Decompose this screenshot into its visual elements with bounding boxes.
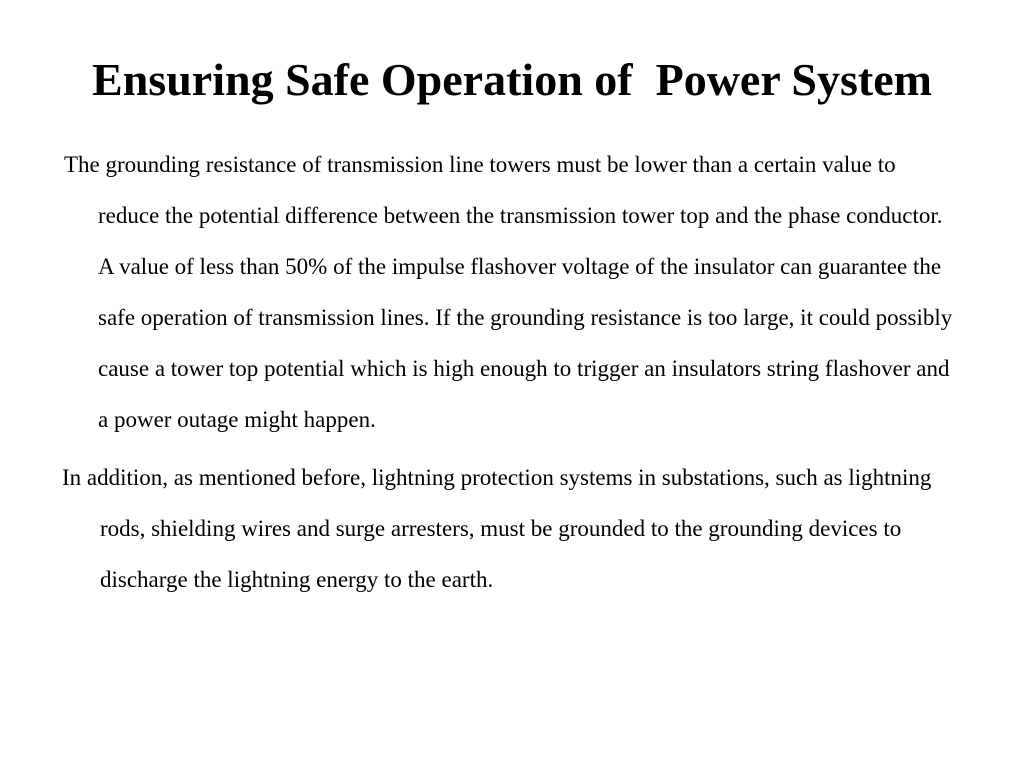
paragraph-grounding-resistance: The grounding resistance of transmission line towers must be lower than a certain value to reduce the potential difference between the transmission tower top and the phase conductor. A value of less than 50% of the impulse flashover voltage of the insulator can guarantee the safe operation of transmission lines. If the grounding resistance is too large, it could possibly cause a tower top potential which is high enough to trigger an insulators string flashover and a power outage might happen.: [64, 152, 953, 432]
slide-body: [62, 139, 962, 605]
slide-title: Ensuring Safe Operation of Power System: [92, 54, 932, 105]
paragraph-lightning-protection: In addition, as mentioned before, lightning protection systems in substations, such as lightning rods, shielding wires and surge arresters, must be grounded to the grounding devices to discharge the lightning energy to the earth.: [62, 465, 932, 592]
